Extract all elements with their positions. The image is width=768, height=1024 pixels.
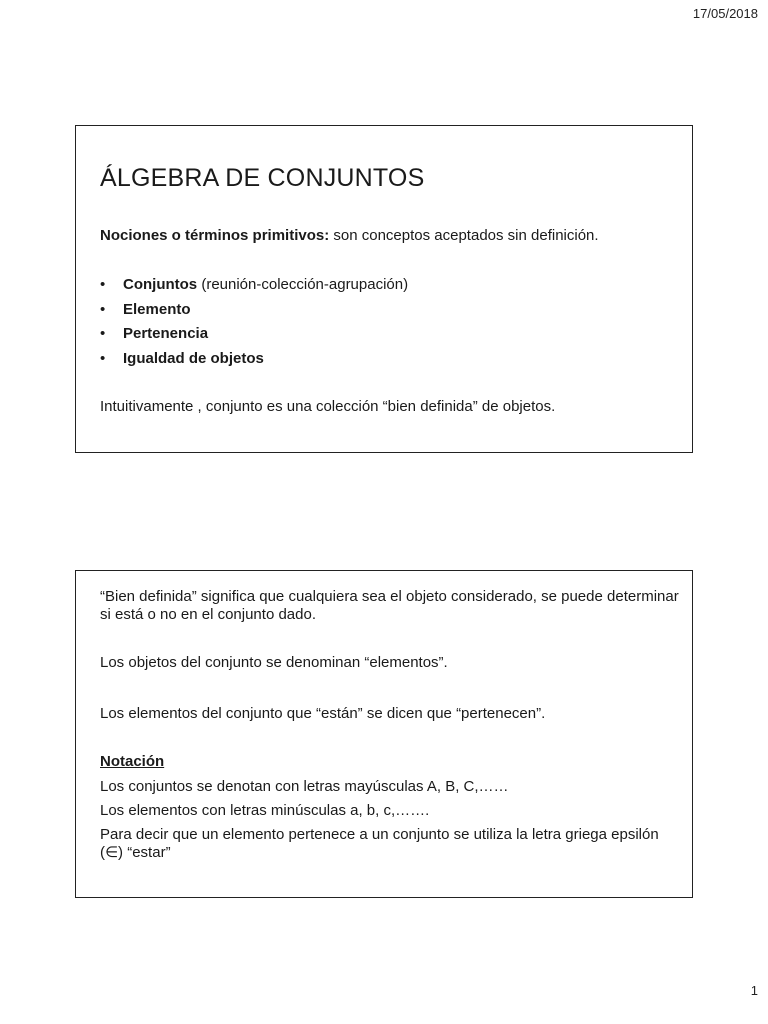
- bullet-icon: •: [100, 276, 106, 293]
- primitive-notions-label: Nociones o términos primitivos:: [100, 227, 330, 244]
- bullet-icon: •: [100, 349, 106, 367]
- list-item: [100, 275, 408, 300]
- bullet-icon: •: [100, 325, 106, 342]
- list-item-term: Igualdad de objetos: [123, 349, 264, 367]
- belong-paragraph: Los elementos del conjunto que “están” se dicen que “pertenecen”.: [100, 705, 546, 722]
- list-item-detail: (reunión-colección-agrupación): [197, 276, 409, 293]
- notation-elements-line: Los elementos con letras minúsculas a, b, c,…….: [100, 802, 430, 819]
- list-item-term: Pertenencia: [123, 325, 209, 342]
- slide-1: [75, 125, 693, 453]
- notation-sets-line: Los conjuntos se denotan con letras mayúsculas A, B, C,……: [100, 778, 509, 795]
- list-item-term: Elemento: [123, 300, 191, 318]
- primitive-notions-line: [100, 227, 599, 244]
- list-item: [100, 349, 408, 374]
- notation-membership-line: Para decir que un elemento pertenece a un conjunto se utiliza la letra griega epsilón (∈) “estar”: [100, 826, 659, 861]
- list-item: [100, 300, 408, 325]
- primitive-notions-text: son conceptos aceptados sin definición.: [329, 227, 599, 244]
- primitive-notions-list: [100, 275, 408, 373]
- page-date: 17/05/2018: [692, 6, 758, 21]
- page-number: 1: [750, 983, 758, 998]
- elements-paragraph: Los objetos del conjunto se denominan “elementos”.: [100, 654, 448, 671]
- slide-2: [75, 570, 693, 898]
- well-defined-paragraph: “Bien definida” significa que cualquiera sea el objeto considerado, se puede determinar si está o no en el conjunto dado.: [100, 588, 679, 623]
- slide-title: ÁLGEBRA DE CONJUNTOS: [100, 164, 425, 192]
- list-item: [100, 324, 408, 349]
- bullet-icon: •: [100, 300, 106, 318]
- list-item-term: Conjuntos: [123, 276, 198, 293]
- notation-heading: Notación: [100, 753, 165, 770]
- intuitive-definition: Intuitivamente , conjunto es una colección “bien definida” de objetos.: [100, 398, 556, 415]
